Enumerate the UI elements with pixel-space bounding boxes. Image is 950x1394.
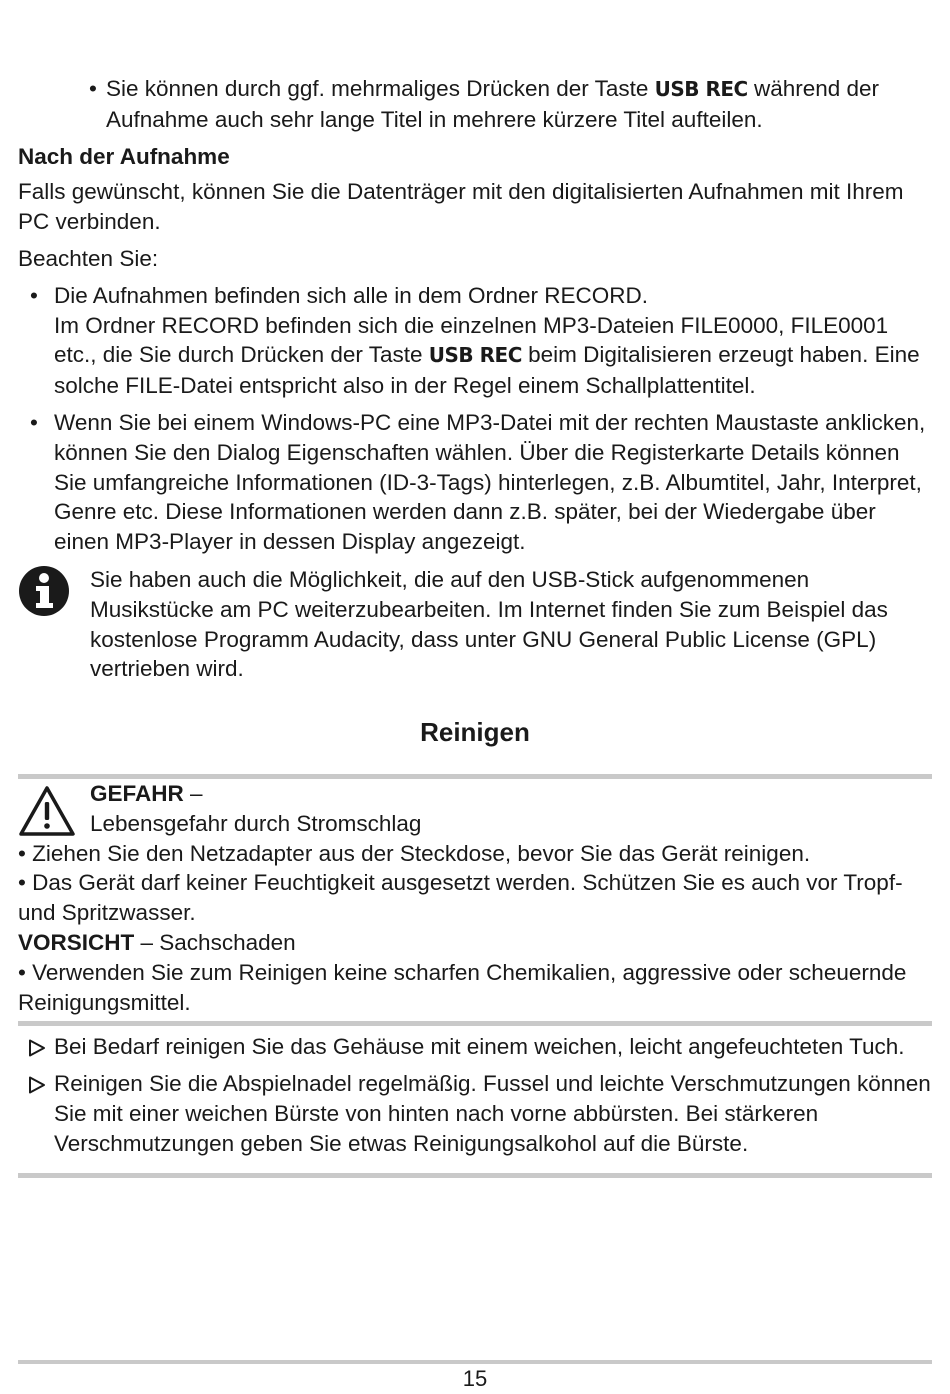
bullet-dot: • <box>89 76 97 101</box>
list-item <box>18 408 932 557</box>
triangle-right-icon <box>28 1076 46 1094</box>
warning-box <box>18 779 932 1017</box>
danger-item: • Das Gerät darf keiner Feuchtigkeit ausgesetzt werden. Schützen Sie es auch vor Tropf- und Spritzwasser. <box>18 870 903 926</box>
intro-bullet-post: während der Aufnahme auch sehr lange Titel in mehrere kürzere Titel aufteilen. <box>106 76 880 132</box>
intro-bullet-pre: Sie können durch ggf. mehrmaliges Drücken der Taste <box>106 76 655 101</box>
step-text: Bei Bedarf reinigen Sie das Gehäuse mit einem weichen, leicht angefeuchteten Tuch. <box>54 1034 905 1060</box>
danger-header <box>18 779 932 839</box>
bullet-dot: • <box>30 282 38 308</box>
danger-dash: – <box>183 780 203 806</box>
page-number: 15 <box>462 1366 488 1391</box>
page-content <box>18 74 932 1178</box>
record-folder-line: Die Aufnahmen befinden sich alle in dem Ordner RECORD. <box>54 282 649 308</box>
step-text: Reinigen Sie die Abspielnadel regelmäßig. Fussel und leichte Verschmutzungen können Sie mit einer weichen Bürste von hinten nach vorne abbürsten. Bei stärkeren Verschmutzungen geben Sie etwas Reinigungsalkohol auf die Bürste. <box>54 1071 931 1156</box>
section-heading-after-recording: Nach der Aufnahme <box>18 143 230 169</box>
caution-label: VORSICHT <box>18 929 135 955</box>
divider <box>18 1021 932 1026</box>
danger-item: • Ziehen Sie den Netzadapter aus der Steckdose, bevor Sie das Gerät reinigen. <box>18 840 811 866</box>
caution-text: – Sachschaden <box>134 929 296 955</box>
note-intro: Beachten Sie: <box>18 245 159 271</box>
info-note <box>18 565 932 684</box>
bullet-dot: • <box>30 409 38 435</box>
divider <box>18 1173 932 1178</box>
triangle-right-icon <box>28 1039 46 1057</box>
after-recording-para: Falls gewünscht, können Sie die Datenträger mit den digitalisierten Aufnahmen mit Ihrem PC verbinden. <box>18 179 904 235</box>
list-item <box>18 1032 932 1062</box>
usb-rec-key: USB REC <box>654 77 748 101</box>
danger-label: GEFAHR <box>90 780 184 806</box>
record-files-post: beim Digitalisieren erzeugt haben. Eine solche FILE-Datei entspricht also in der Regel einem Schallplattentitel. <box>54 342 920 399</box>
info-icon <box>18 565 70 617</box>
record-files-pre: Im Ordner RECORD befinden sich die einzelnen MP3-Dateien FILE0000, FILE0001 etc., die Sie durch Drücken der Taste <box>54 312 889 368</box>
warning-triangle-icon <box>18 785 76 837</box>
info-text: Sie haben auch die Möglichkeit, die auf den USB-Stick aufgenommenen Musikstücke am PC weiterzubearbeiten. Im Internet finden Sie zum Beispiel das kostenlose Programm Audacity, dass unter GNU General Public License (GPL) vertrieben wird. <box>90 566 888 682</box>
section-heading-cleaning: Reinigen <box>420 717 530 748</box>
notes-list <box>18 281 932 557</box>
list-item <box>18 281 932 401</box>
caution-item: • Verwenden Sie zum Reinigen keine scharfen Chemikalien, aggressive oder scheuernde Reinigungsmittel. <box>18 959 907 1015</box>
usb-rec-key: USB REC <box>428 343 522 368</box>
id3-tags-text: Wenn Sie bei einem Windows-PC eine MP3-Datei mit der rechten Maustaste anklicken, können Sie den Dialog Eigenschaften wählen. Über die Registerkarte Details können Sie umfangreiche Informationen (ID-3-Tags) hinterlegen, z.B. Albumtitel, Jahr, Interpret, Genre etc. Diese Informationen werden dann z.B. später, bei der Wiedergabe über einen MP3-Player in dessen Display angezeigt. <box>54 409 926 555</box>
cleaning-steps <box>18 1032 932 1158</box>
list-item <box>18 1069 932 1158</box>
danger-text: Lebensgefahr durch Stromschlag <box>90 810 422 836</box>
intro-bullet <box>18 74 932 135</box>
